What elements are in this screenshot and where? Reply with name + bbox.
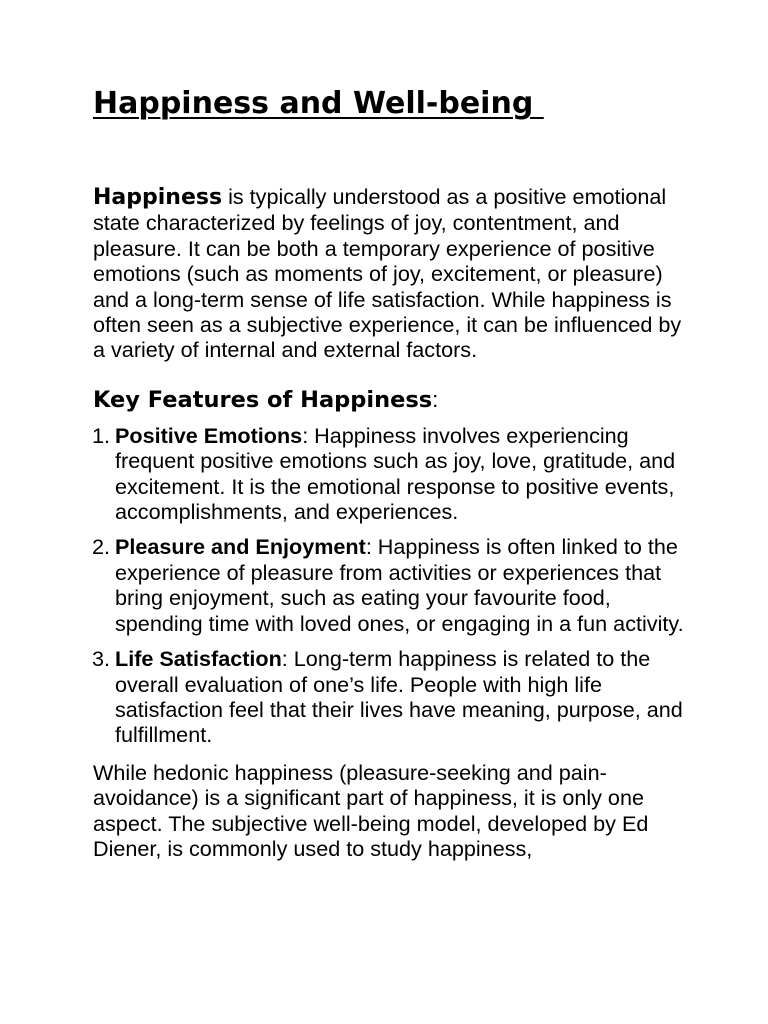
list-item-text: : Happiness involves experiencing frequent positive emotions such as joy, love, gratitude, and excitement. It is the emotional response to positive events, accomplishments, and experiences. xyxy=(115,422,676,525)
list-item-number: 3. xyxy=(92,646,111,672)
section-heading-text: Key Features of Happiness xyxy=(93,386,433,413)
closing-paragraph: While hedonic happiness (pleasure-seeking and pain-avoidance) is a significant part of happiness, it is only one aspect. The subjective well-being model, developed by Ed Diener, is commonly used to study happiness, xyxy=(93,759,649,861)
section-heading-colon: : xyxy=(432,386,439,412)
list-item-text: : Happiness is often linked to the experience of pleasure from activities or experiences that bring enjoyment, such as eating your favourite food, spending time with loved ones, or engaging in a fun activity. xyxy=(115,534,684,636)
list-item-number: 1. xyxy=(92,422,111,448)
features-list xyxy=(93,423,693,748)
document-page xyxy=(93,84,693,861)
intro-text: is typically understood as a positive emotional state characterized by feelings of joy, contentment, and pleasure. It can be both a temporary experience of positive emotions (such as moments of joy, excitement, or pleasure) and a long-term sense of life satisfaction. While happiness is often seen as a subjective experience, it can be influenced by a variety of internal and external factors. xyxy=(93,184,682,363)
intro-lead-term: Happiness xyxy=(93,185,223,210)
intro-paragraph xyxy=(93,184,693,363)
list-item-text: : Long-term happiness is related to the overall evaluation of one’s life. People with high life satisfaction feel that their lives have meaning, purpose, and fulfillment. xyxy=(115,646,683,748)
section-heading xyxy=(93,385,693,415)
list-item xyxy=(93,646,693,748)
list-item xyxy=(93,534,693,636)
list-item-term: Pleasure and Enjoyment xyxy=(115,534,366,560)
list-item-term: Life Satisfaction xyxy=(115,646,282,672)
list-item-number: 2. xyxy=(92,534,111,560)
document-title: Happiness and Well-being xyxy=(93,86,544,121)
list-item-term: Positive Emotions xyxy=(115,422,303,448)
list-item xyxy=(93,423,693,525)
